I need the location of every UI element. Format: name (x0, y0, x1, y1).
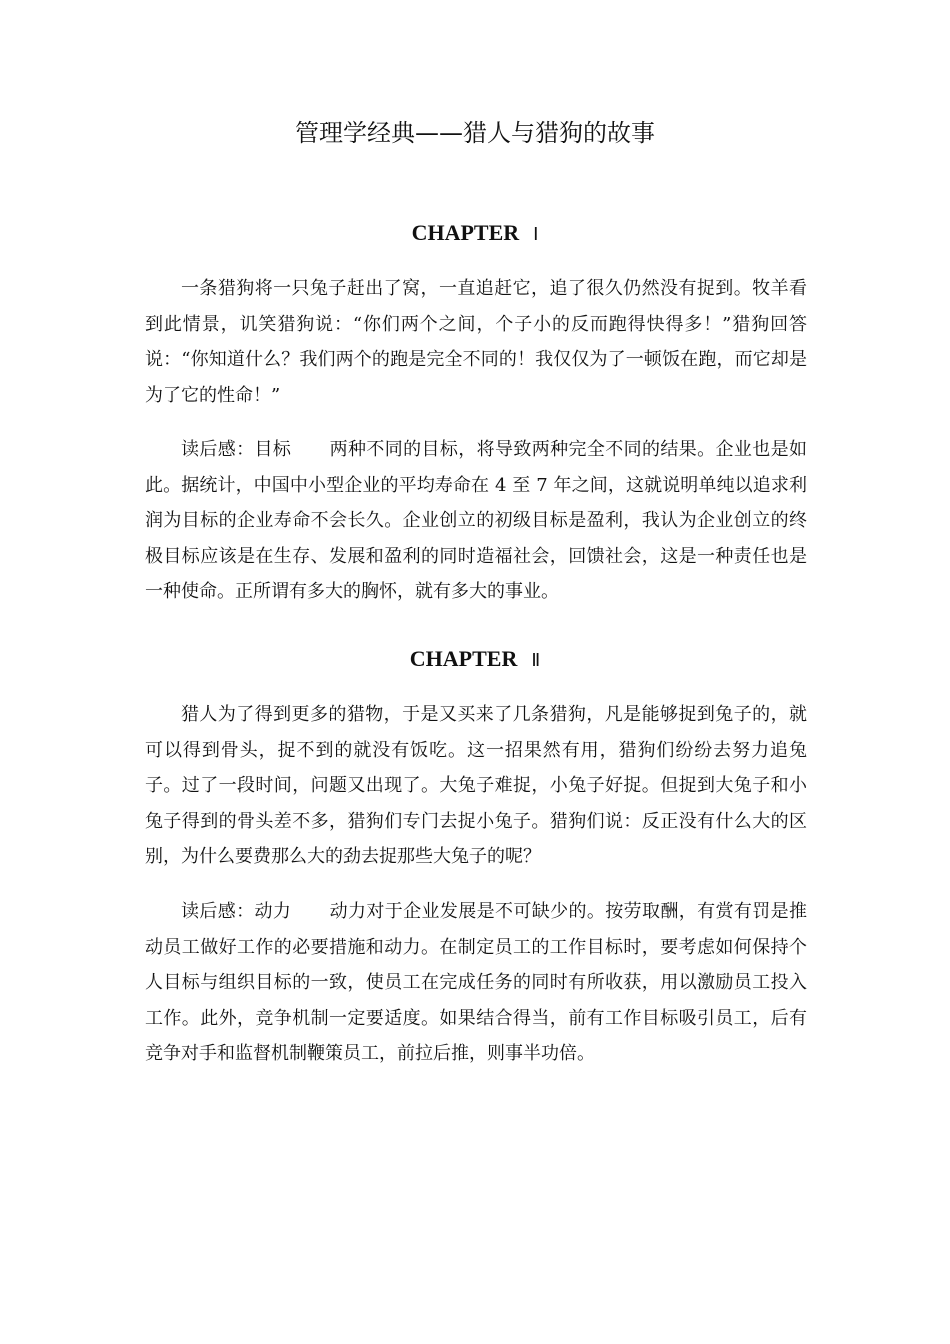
chapter-1-numeral: Ⅰ (533, 224, 539, 245)
chapter-1-heading (0, 217, 950, 251)
chapter-2-numeral: Ⅱ (531, 650, 541, 671)
document-title: 管理学经典——猎人与猎狗的故事 (295, 119, 655, 147)
chapter-1-reflection-label: 读后感：目标 (181, 439, 292, 460)
chapter-2-reflection-text: 动力对于企业发展是不可缺少的。按劳取酬，有赏有罚是推动员工做好工作的必要措施和动力。在制定员工的工作目标时，要考虑如何保持个人目标与组织目标的一致，使员工在完成任务的同时有所收获，用以激励员工投入工作。此外，竞争机制一定要适度。如果结合得当，前有工作目标吸引员工，后有竞争对手和监督机制鞭策员工，前拉后推，则事半功倍。 (145, 901, 807, 1064)
chapter-1-reflection-paragraph (145, 432, 807, 610)
chapter-1-story-paragraph: 一条猎狗将一只兔子赶出了窝，一直追赶它，追了很久仍然没有捉到。牧羊看到此情景，讥笑猎狗说：“你们两个之间，个子小的反而跑得快得多！”猎狗回答说：“你知道什么？我们两个的跑是完全不同的！我仅仅为了一顿饭在跑，而它却是为了它的性命！” (145, 278, 807, 406)
chapter-1-heading-text: CHAPTER (411, 220, 520, 245)
chapter-2-reflection-paragraph (145, 894, 807, 1072)
chapter-2-story-paragraph: 猎人为了得到更多的猎物，于是又买来了几条猎狗，凡是能够捉到兔子的，就可以得到骨头，捉不到的就没有饭吃。这一招果然有用，猎狗们纷纷去努力追兔子。过了一段时间，问题又出现了。大兔子难捉，小兔子好捉。但捉到大兔子和小兔子得到的骨头差不多，猎狗们专门去捉小兔子。猎狗们说：反正没有什么大的区别，为什么要费那么大的劲去捉那些大兔子的呢？ (145, 704, 807, 867)
chapter-1-reflection-text: 两种不同的目标，将导致两种完全不同的结果。企业也是如此。据统计，中国中小型企业的平均寿命在 4 至 7 年之间，这就说明单纯以追求利润为目标的企业寿命不会长久。企业创立的初级目标是盈利，我认为企业创立的终极目标应该是在生存、发展和盈利的同时造福社会，回馈社会，这是一种责任也是一种使命。正所谓有多大的胸怀，就有多大的事业。 (145, 439, 807, 602)
chapter-2-reflection-label: 读后感：动力 (181, 901, 292, 922)
chapter-2-heading-text: CHAPTER (409, 646, 518, 671)
chapter-2-heading (0, 643, 950, 677)
